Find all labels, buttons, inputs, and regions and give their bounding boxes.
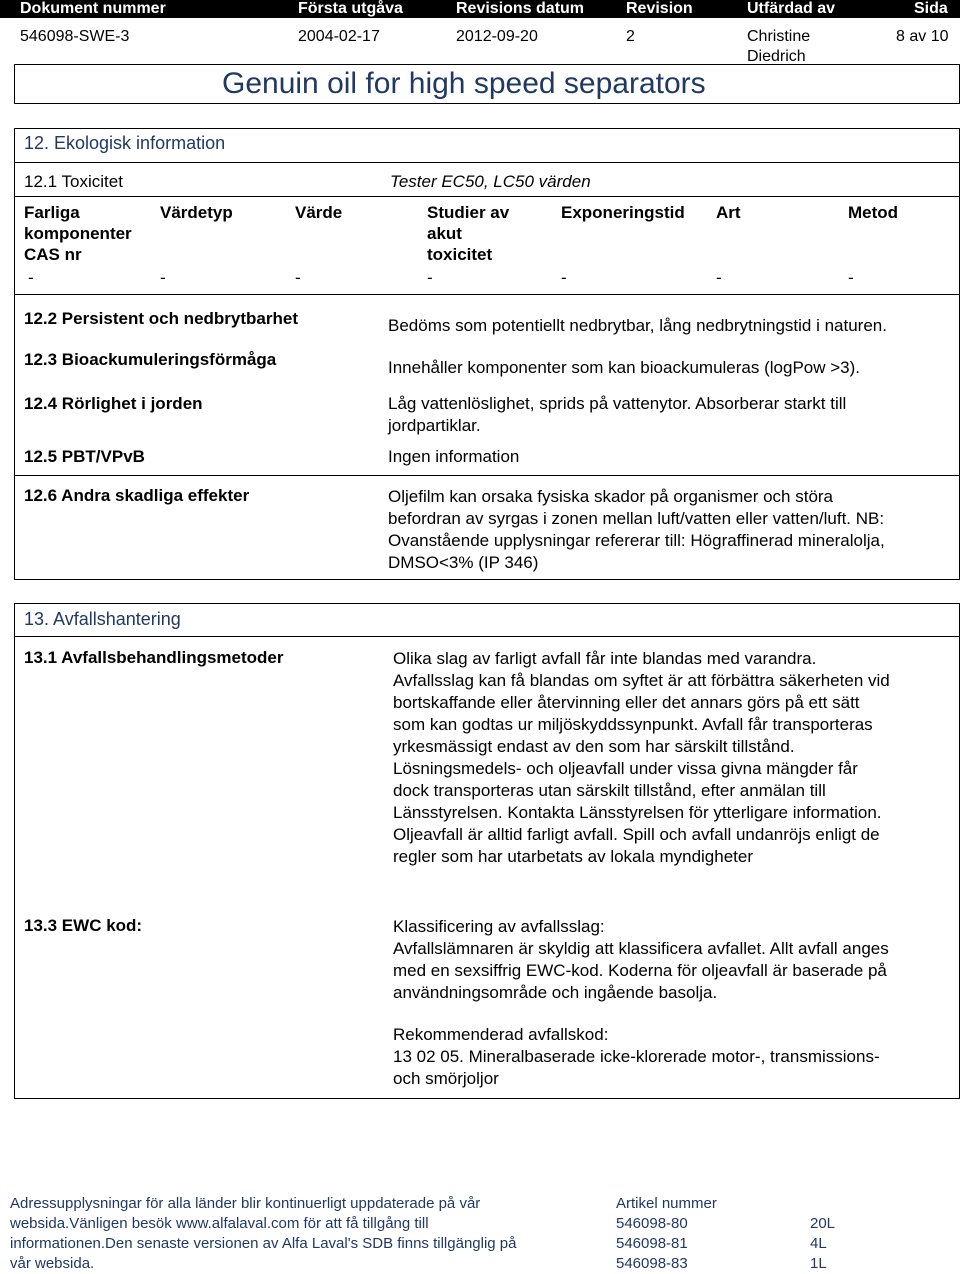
ewc-text <box>393 916 889 1004</box>
text-line: Länsstyrelsen. Kontakta Länsstyrelsen för ytterligare information. <box>393 803 882 822</box>
pbt-text: Ingen information <box>388 447 520 466</box>
header-page-value: 8 av 10 <box>896 28 949 45</box>
cell: - <box>160 268 166 287</box>
col-species: Art <box>716 203 741 222</box>
toxicity-divider <box>14 196 960 197</box>
bioaccumulation-text: Innehåller komponenter som kan bioackumuleras (logPow >3). <box>388 358 860 377</box>
col-method: Metod <box>848 203 899 222</box>
footer-size: 20L <box>810 1215 836 1232</box>
text-line: Oljefilm kan orsaka fysiska skador på organismer och störa <box>388 487 834 506</box>
text-line: som kan godtas ur miljöskyddssynpunkt. Avfall får transporteras <box>393 715 873 734</box>
document-title: Genuin oil for high speed separators <box>222 67 706 100</box>
footer-article-label: Artikel nummer <box>616 1195 717 1212</box>
section-13-title-divider <box>14 636 960 637</box>
text-line: och smörjoljor <box>393 1069 499 1088</box>
col-value: Värde <box>295 203 343 222</box>
header-issued-by-label: Utfärdad av <box>747 0 836 17</box>
text-line: användningsområde och ingående basolja. <box>393 983 718 1002</box>
section-13-title: 13. Avfallshantering <box>24 609 181 629</box>
pbt-label: 12.5 PBT/VPvB <box>24 447 145 466</box>
cell: - <box>28 268 34 287</box>
section-12-divider <box>14 475 960 476</box>
cell: - <box>561 268 567 287</box>
col-exposure-time: Exponeringstid <box>561 203 685 222</box>
footer-article-number: 546098-83 <box>616 1255 688 1272</box>
cell: - <box>427 268 433 287</box>
header-rev-date-label: Revisions datum <box>456 0 585 17</box>
footer-article-number: 546098-80 <box>616 1215 688 1232</box>
other-effects-label: 12.6 Andra skadliga effekter <box>24 486 250 505</box>
text-line: Klassificering av avfallsslag: <box>393 917 605 936</box>
persistence-text: Bedöms som potentiellt nedbrytbar, lång nedbrytningstid i naturen. <box>388 316 887 335</box>
text-line: befordran av syrgas i zonen mellan luft/vatten eller vatten/luft. NB: <box>388 509 885 528</box>
footer-article-number: 546098-81 <box>616 1235 688 1252</box>
header-issued-by-value-1: Christine <box>747 28 811 45</box>
ewc-label: 13.3 EWC kod: <box>24 916 143 935</box>
col-study-l1: Studier av <box>427 203 510 222</box>
header-revision-label: Revision <box>626 0 693 17</box>
text-line: Avfallslämnaren är skyldig att klassificera avfallet. Allt avfall anges <box>393 939 889 958</box>
text-line: dock transporteras utan särskilt tillstånd, efter anmälan till <box>393 781 826 800</box>
col-study-l2: akut <box>427 224 462 243</box>
col-value-type: Värdetyp <box>160 203 233 222</box>
footer-size: 4L <box>810 1235 827 1252</box>
header-doc-no-value: 546098-SWE-3 <box>20 28 130 45</box>
footer-sizes <box>810 1214 835 1274</box>
footer-article-numbers <box>616 1194 717 1274</box>
mobility-text-l1: Låg vattenlöslighet, sprids på vattenytor. Absorberar starkt till <box>388 394 847 413</box>
text-line: Oljeavfall är alltid farligt avfall. Spill och avfall undanröjs enligt de <box>393 825 880 844</box>
mobility-label: 12.4 Rörlighet i jorden <box>24 394 203 413</box>
waste-methods-text <box>393 648 890 868</box>
text-line: Avfallsslag kan få blandas om syftet är att förbättra säkerheten vid <box>393 671 890 690</box>
footer-address-note <box>10 1194 517 1274</box>
footer-line: vår websida. <box>10 1255 95 1272</box>
text-line: Olika slag av farligt avfall får inte blandas med varandra. <box>393 649 817 668</box>
text-line: med en sexsiffrig EWC-kod. Koderna för oljeavfall är baserade på <box>393 961 887 980</box>
header-revision-value: 2 <box>626 28 635 45</box>
footer-size: 1L <box>810 1255 827 1272</box>
other-effects-text <box>388 486 885 574</box>
col-study-l3: toxicitet <box>427 245 493 264</box>
header-rev-date-value: 2012-09-20 <box>456 28 538 45</box>
col-components-l1: Farliga <box>24 203 80 222</box>
footer-line: informationen.Den senaste versionen av Alfa Laval's SDB finns tillgänglig på <box>10 1235 517 1252</box>
text-line: Lösningsmedels- och oljeavfall under vissa givna mängder får <box>393 759 858 778</box>
toxicity-table-divider <box>14 294 960 295</box>
text-line: 13 02 05. Mineralbaserade icke-klorerade motor-, transmissions- <box>393 1047 880 1066</box>
mobility-text-l2: jordpartiklar. <box>388 416 481 435</box>
col-components-l3: CAS nr <box>24 245 82 264</box>
header-page-label: Sida <box>914 0 948 17</box>
bioaccumulation-label: 12.3 Bioackumuleringsförmåga <box>24 350 277 369</box>
persistence-label: 12.2 Persistent och nedbrytbarhet <box>24 309 298 328</box>
cell: - <box>295 268 301 287</box>
footer-line: Adressupplysningar för alla länder blir kontinuerligt uppdaterade på vår <box>10 1195 481 1212</box>
toxicity-title: 12.1 Toxicitet <box>24 172 123 191</box>
waste-methods-label: 13.1 Avfallsbehandlingsmetoder <box>24 648 284 667</box>
cell: - <box>848 268 854 287</box>
cell: - <box>716 268 722 287</box>
header-first-issue-label: Första utgåva <box>298 0 403 17</box>
text-line: yrkesmässigt endast av den som har särskilt tillstånd. <box>393 737 795 756</box>
section-12-title-divider <box>14 162 960 163</box>
header-issued-by-value-2: Diedrich <box>747 48 806 65</box>
toxicity-tests-label: Tester EC50, LC50 värden <box>390 172 591 191</box>
header-doc-no-label: Dokument nummer <box>20 0 166 17</box>
section-12-title: 12. Ekologisk information <box>24 133 226 153</box>
text-line: bortskaffande eller återvinning eller det annars görs på ett sätt <box>393 693 860 712</box>
ewc-recommended <box>393 1024 880 1090</box>
col-components-l2: komponenter <box>24 224 132 243</box>
text-line: DMSO<3% (IP 346) <box>388 553 539 572</box>
header-first-issue-value: 2004-02-17 <box>298 28 380 45</box>
footer-line: websida.Vänligen besök www.alfalaval.com för att få tillgång till <box>10 1215 429 1232</box>
text-line: regler som har utarbetats av lokala myndigheter <box>393 847 754 866</box>
text-line: Rekommenderad avfallskod: <box>393 1025 609 1044</box>
text-line: Ovanstående upplysningar refererar till: Högraffinerad mineralolja, <box>388 531 885 550</box>
